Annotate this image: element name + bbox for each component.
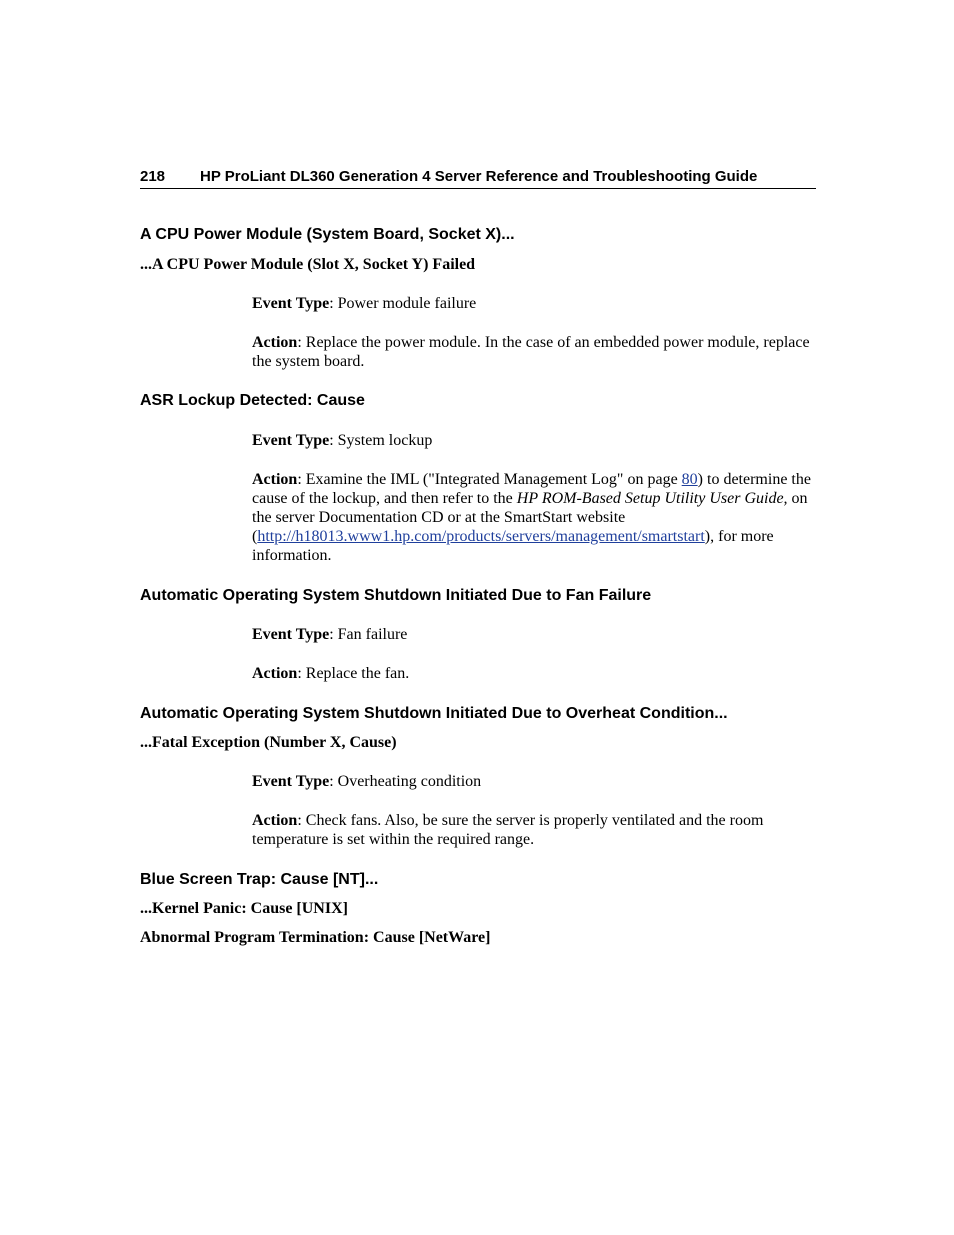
action-label: Action bbox=[252, 334, 298, 351]
event-type-label: Event Type bbox=[252, 295, 330, 312]
event-type-value: : System lockup bbox=[329, 432, 433, 449]
event-type-value: : Power module failure bbox=[329, 295, 477, 312]
event-type-paragraph bbox=[252, 772, 822, 791]
action-paragraph bbox=[252, 470, 822, 565]
action-text: : Examine the IML ("Integrated Management Log" on page bbox=[297, 471, 682, 488]
action-text: : Check fans. Also, be sure the server is properly ventilated and the room temperature is set within the required range. bbox=[252, 812, 764, 848]
section-heading: Automatic Operating System Shutdown Initiated Due to Fan Failure bbox=[140, 587, 652, 604]
event-type-paragraph bbox=[252, 625, 822, 644]
section-heading: A CPU Power Module (System Board, Socket X)... bbox=[140, 226, 515, 243]
section-heading: Automatic Operating System Shutdown Initiated Due to Overheat Condition... bbox=[140, 705, 728, 722]
action-text: ) to determine the cause of the lockup, and then refer to the bbox=[252, 471, 811, 507]
action-label: Action bbox=[252, 812, 298, 829]
page-number: 218 bbox=[140, 168, 166, 185]
event-type-label: Event Type bbox=[252, 773, 330, 790]
section-subheading: Abnormal Program Termination: Cause [NetWare] bbox=[140, 929, 491, 946]
action-paragraph bbox=[252, 664, 822, 683]
action-label: Action bbox=[252, 471, 298, 488]
section-subheading: ...Fatal Exception (Number X, Cause) bbox=[140, 734, 397, 751]
guide-reference: HP ROM-Based Setup Utility User Guide, bbox=[516, 490, 788, 507]
action-text: : Replace the power module. In the case of an embedded power module, replace the system board. bbox=[252, 334, 810, 370]
guide-title: HP ProLiant DL360 Generation 4 Server Reference and Troubleshooting Guide bbox=[200, 168, 758, 185]
action-label: Action bbox=[252, 665, 298, 682]
event-type-label: Event Type bbox=[252, 432, 330, 449]
event-type-label: Event Type bbox=[252, 626, 330, 643]
event-type-paragraph bbox=[252, 431, 822, 450]
section-subheading: ...A CPU Power Module (Slot X, Socket Y) Failed bbox=[140, 256, 476, 273]
section-heading: Blue Screen Trap: Cause [NT]... bbox=[140, 871, 379, 888]
page-reference-link[interactable]: 80 bbox=[681, 471, 698, 488]
action-paragraph bbox=[252, 333, 822, 371]
action-paragraph bbox=[252, 811, 822, 849]
action-text: ), for more information. bbox=[252, 528, 774, 564]
action-text: on the server Documentation CD or at the SmartStart website ( bbox=[252, 490, 808, 545]
action-text: : Replace the fan. bbox=[297, 665, 410, 682]
event-type-value: : Fan failure bbox=[329, 626, 408, 643]
event-type-value: : Overheating condition bbox=[329, 773, 482, 790]
section-subheading: ...Kernel Panic: Cause [UNIX] bbox=[140, 900, 348, 917]
running-header bbox=[140, 168, 816, 189]
section-heading: ASR Lockup Detected: Cause bbox=[140, 392, 365, 409]
smartstart-url-link[interactable]: http://h18013.www1.hp.com/products/servers/management/smartstart bbox=[257, 528, 705, 545]
event-type-paragraph bbox=[252, 294, 822, 313]
